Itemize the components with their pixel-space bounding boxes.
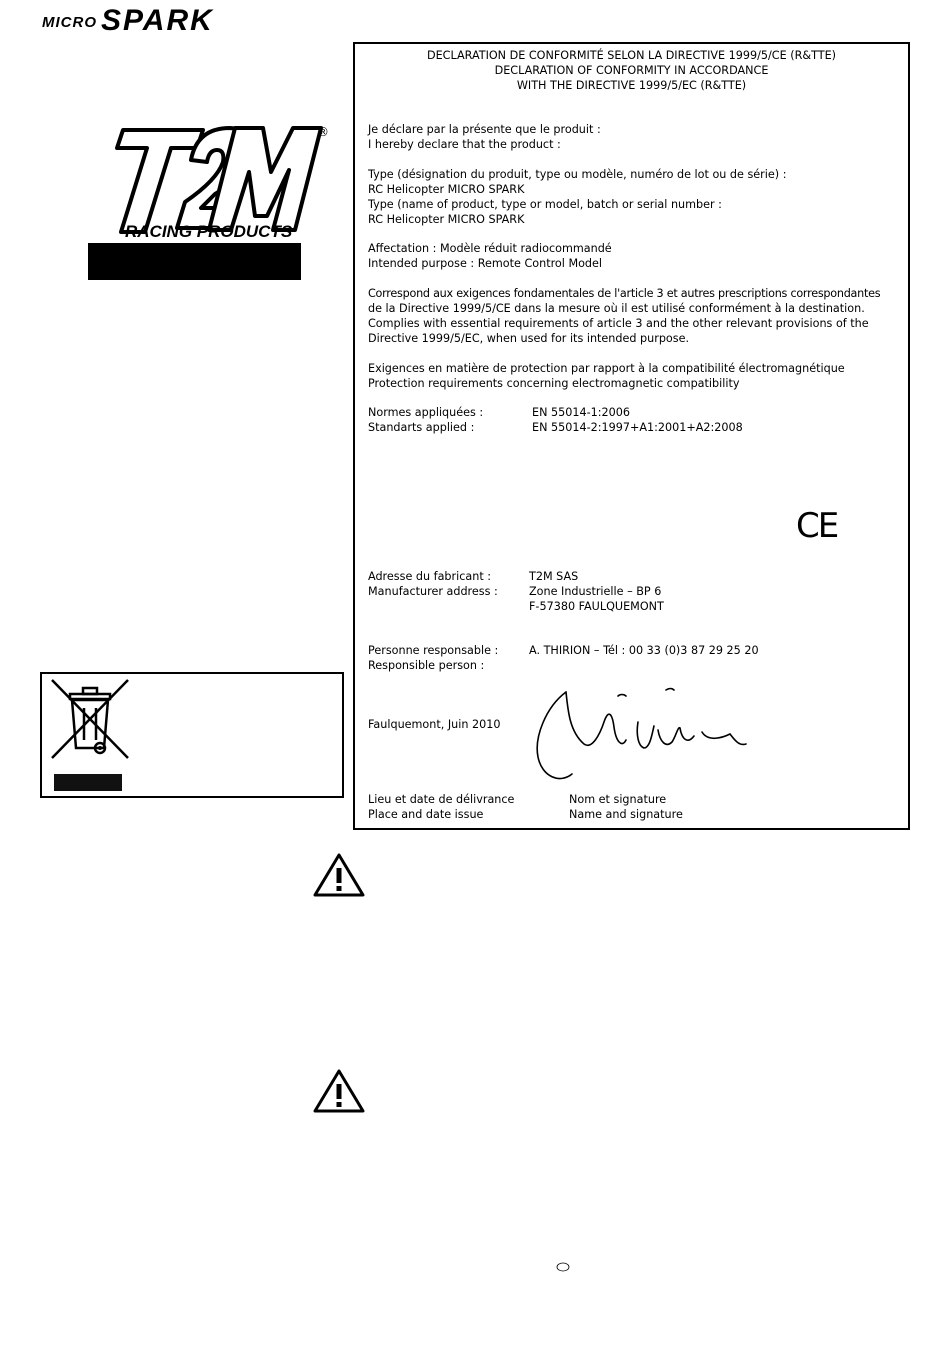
- emc-en: Protection requirements concerning electromagnetic compatibility: [368, 377, 740, 390]
- ce-mark: CE: [796, 506, 838, 546]
- weee-black-bar: [54, 774, 122, 791]
- logo-subtitle: RACING PRODUCTS: [125, 222, 293, 241]
- address-line-1: T2M SAS: [529, 570, 579, 583]
- address-label-fr: Adresse du fabricant :: [368, 570, 492, 583]
- type-en: Type (name of product, type or model, batch or serial number :: [368, 198, 722, 211]
- brand-micro: MICRO: [42, 14, 97, 31]
- sign-label-fr: Nom et signature: [569, 793, 667, 806]
- purpose-fr: Affectation : Modèle réduit radiocommandé: [368, 242, 612, 255]
- place-date: Faulquemont, Juin 2010: [368, 718, 501, 731]
- address-line-3: F-57380 FAULQUEMONT: [529, 600, 664, 613]
- declaration-title-en-2: WITH THE DIRECTIVE 1999/5/EC (R&TTE): [516, 79, 747, 92]
- norm-1: EN 55014-1:2006: [532, 406, 630, 419]
- person-label-en: Responsible person :: [368, 659, 485, 672]
- brand-spark: SPARK: [101, 4, 214, 37]
- product-fr: RC Helicopter MICRO SPARK: [368, 183, 525, 196]
- requirements-fr-1: Correspond aux exigences fondamentales de l'article 3 et autres prescriptions correspondantes: [368, 287, 881, 300]
- address-label-en: Manufacturer address :: [368, 585, 498, 598]
- person-value: A. THIRION – Tél : 00 33 (0)3 87 29 25 20: [529, 644, 759, 657]
- crossed-bin-icon: [50, 678, 130, 760]
- norms-label-en: Standarts applied :: [368, 421, 475, 434]
- purpose-en: Intended purpose : Remote Control Model: [368, 257, 603, 270]
- norm-2: EN 55014-2:1997+A1:2001+A2:2008: [532, 421, 743, 434]
- signature: [526, 682, 756, 787]
- place-label-fr: Lieu et date de délivrance: [368, 793, 515, 806]
- product-en: RC Helicopter MICRO SPARK: [368, 213, 525, 226]
- declare-en: I hereby declare that the product :: [368, 138, 561, 151]
- requirements-en-1: Complies with essential requirements of article 3 and the other relevant provisions of the: [368, 317, 869, 330]
- norms-label-fr: Normes appliquées :: [368, 406, 484, 419]
- requirements-en-2: Directive 1999/5/EC, when used for its intended purpose.: [368, 332, 690, 345]
- declaration-title-fr: DECLARATION DE CONFORMITÉ SELON LA DIRECTIVE 1999/5/CE (R&TTE): [427, 49, 836, 62]
- warning-icon: [313, 1068, 365, 1114]
- type-fr: Type (désignation du produit, type ou modèle, numéro de lot ou de série) :: [368, 168, 787, 181]
- brand-header: [42, 6, 214, 36]
- place-label-en: Place and date issue: [368, 808, 484, 821]
- small-circle-icon: [555, 1261, 571, 1273]
- requirements-fr-2: de la Directive 1999/5/CE dans la mesure où il est utilisé conformément à la destination.: [368, 302, 865, 315]
- person-label-fr: Personne responsable :: [368, 644, 499, 657]
- declaration-title-en-1: DECLARATION OF CONFORMITY IN ACCORDANCE: [494, 64, 769, 77]
- sign-label-en: Name and signature: [569, 808, 683, 821]
- address-line-2: Zone Industrielle – BP 6: [529, 585, 662, 598]
- warning-icon: [313, 852, 365, 898]
- registered-mark: ®: [317, 125, 329, 139]
- emc-fr: Exigences en matière de protection par rapport à la compatibilité électromagnétique: [368, 362, 845, 375]
- logo-black-bar: [88, 243, 301, 280]
- declare-fr: Je déclare par la présente que le produit :: [368, 123, 601, 136]
